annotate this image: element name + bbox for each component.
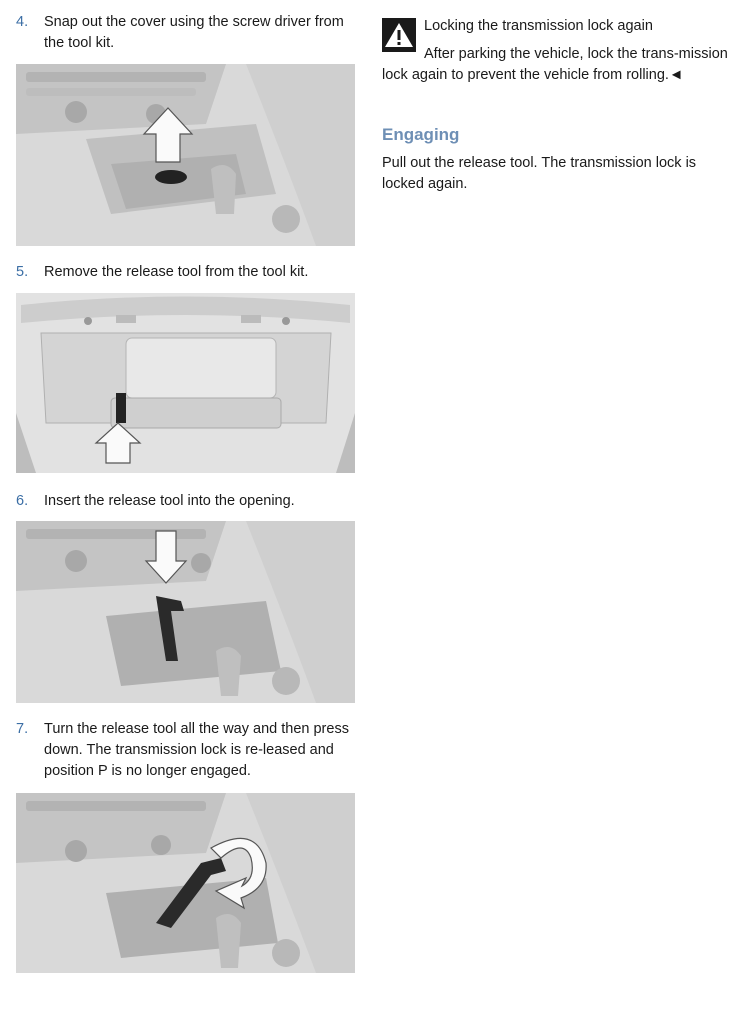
step-7 <box>16 719 361 782</box>
figure-insert-release-tool <box>16 521 355 703</box>
step-5 <box>16 262 361 283</box>
step-text: Remove the release tool from the tool kit. <box>44 264 309 280</box>
figure-turn-release-tool <box>16 793 355 973</box>
step-number: 4. <box>16 14 29 30</box>
step-number: 7. <box>16 721 29 737</box>
figure-remove-release-tool <box>16 293 355 473</box>
step-number: 5. <box>16 264 29 280</box>
step-6 <box>16 491 361 512</box>
step-number: 6. <box>16 493 29 509</box>
step-text: Turn the release tool all the way and then press down. The transmission lock is re-leased and position P is no longer engaged. <box>44 721 349 779</box>
step-4 <box>16 12 361 54</box>
engaging-text: Pull out the release tool. The transmission lock is locked again. <box>382 155 697 192</box>
warning-body <box>382 44 732 86</box>
step-text: Snap out the cover using the screw driver from the tool kit. <box>44 14 344 51</box>
warning-title: Locking the transmission lock again <box>424 18 653 34</box>
step-text: Insert the release tool into the opening. <box>44 493 295 509</box>
warning-text: After parking the vehicle, lock the trans-mission lock again to prevent the vehicle from rolling. <box>382 46 728 83</box>
section-heading-engaging: Engaging <box>382 125 460 144</box>
figure-snap-out-cover <box>16 64 355 246</box>
end-mark: ◄ <box>668 67 684 83</box>
